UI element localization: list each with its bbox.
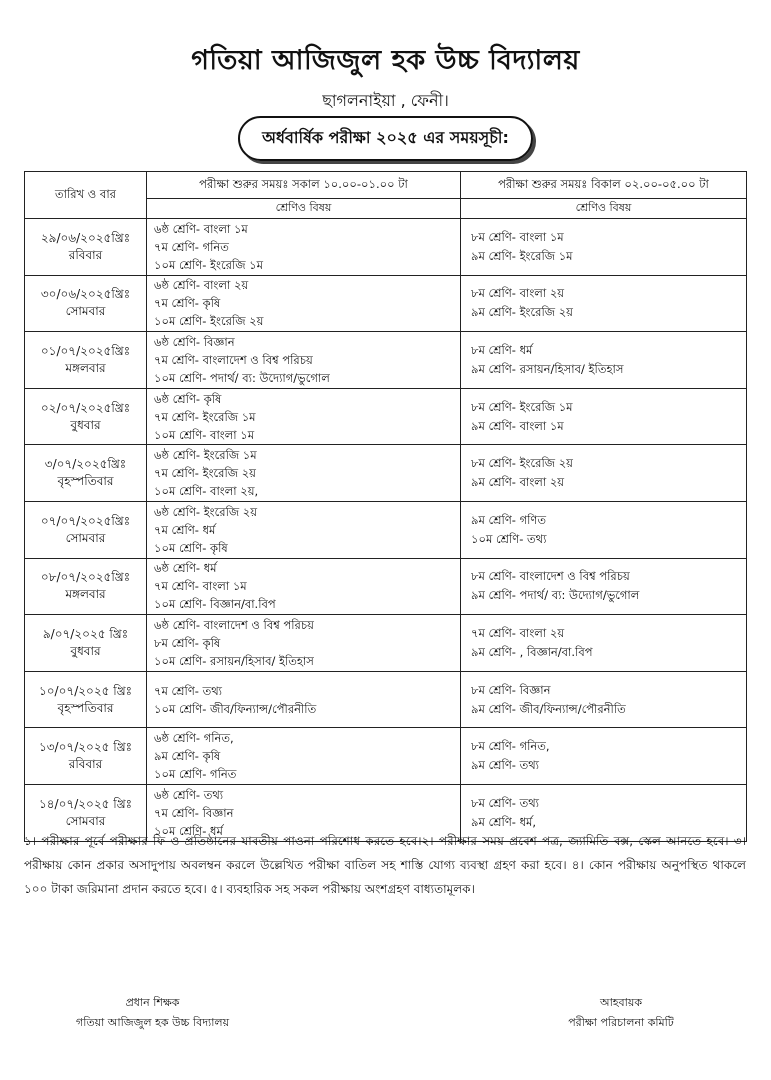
exam-date: ৩/০৭/২০২৫খ্রিঃ — [44, 457, 127, 472]
afternoon-exam-entry: ১০ম শ্রেণি- তথ্য — [471, 531, 547, 546]
morning-session-cell — [147, 671, 461, 728]
morning-exam-entry: ১০ম শ্রেণি- ইংরেজি ১ম — [154, 257, 264, 272]
exam-schedule-banner: অর্ধবার্ষিক পরীক্ষা ২০২৫ এর সময়সূচী: — [238, 116, 533, 161]
morning-exam-entry: ৭ম শ্রেণি- বাংলা ১ম — [154, 579, 247, 594]
table-row — [25, 275, 747, 332]
date-cell — [25, 388, 147, 445]
morning-exam-entry: ১০ম শ্রেণি- কৃষি — [154, 540, 228, 555]
morning-exam-entry: ৬ষ্ঠ শ্রেণি- ইংরেজি ২য় — [154, 504, 258, 519]
morning-session-cell — [147, 501, 461, 558]
afternoon-exam-entry: ৮ম শ্রেণি- ধর্ম — [471, 342, 533, 357]
headmaster-title: প্রধান শিক্ষক — [125, 996, 180, 1009]
exam-date: ০৮/০৭/২০২৫খ্রিঃ — [40, 570, 131, 585]
exam-weekday: বৃহস্পতিবার — [57, 700, 114, 715]
morning-exam-entry: ১০ম শ্রেণি- বিজ্ঞান/বা.বিপ — [154, 597, 276, 612]
afternoon-session-cell — [461, 388, 747, 445]
afternoon-exam-entry: ৯ম শ্রেণি- ইংরেজি ২য় — [471, 305, 573, 320]
afternoon-session-cell — [461, 558, 747, 615]
morning-exam-entry: ৭ম শ্রেণি- কৃষি — [154, 296, 221, 311]
morning-session-cell — [147, 728, 461, 785]
afternoon-exam-entry: ৯ম শ্রেণি- তথ্য — [471, 758, 539, 773]
afternoon-exam-entry: ৮ম শ্রেণি- ইংরেজি ২য় — [471, 456, 573, 471]
exam-weekday: মঙ্গলবার — [65, 587, 106, 602]
afternoon-session-cell — [461, 671, 747, 728]
exam-weekday: রবিবার — [68, 757, 103, 772]
morning-exam-entry: ৭ম শ্রেণি- ইংরেজি ২য় — [154, 466, 256, 481]
morning-exam-entry: ১০ম শ্রেণি- বাংলা ২য়, — [154, 484, 259, 499]
school-name: গতিয়া আজিজুল হক উচ্চ বিদ্যালয় — [191, 45, 580, 76]
afternoon-session-cell — [461, 615, 747, 672]
morning-session-cell — [147, 615, 461, 672]
morning-exam-entry: ১০ম শ্রেণি- ইংরেজি ২য় — [154, 314, 264, 329]
afternoon-exam-entry: ৯ম শ্রেণি- বাংলা ১ম — [471, 418, 564, 433]
exam-weekday: বুধবার — [70, 417, 101, 432]
morning-exam-entry: ৭ম শ্রেণি- গনিত — [154, 239, 229, 254]
date-cell — [25, 501, 147, 558]
exam-weekday: রবিবার — [68, 247, 103, 262]
afternoon-session-cell — [461, 332, 747, 389]
morning-exam-entry: ৬ষ্ঠ শ্রেণি- বাংলাদেশ ও বিশ্ব পরিচয় — [154, 617, 314, 632]
morning-time-header: পরীক্ষা শুরুর সময়ঃ সকাল ১০.০০-০১.০০ টা — [147, 172, 461, 199]
table-row — [25, 219, 747, 276]
afternoon-exam-entry: ৮ম শ্রেণি- গনিত, — [471, 739, 550, 754]
date-cell — [25, 445, 147, 502]
afternoon-session-cell — [461, 501, 747, 558]
exam-weekday: বুধবার — [70, 643, 101, 658]
morning-exam-entry: ৬ষ্ঠ শ্রেণি- বাংলা ২য় — [154, 278, 249, 293]
exam-date: ১৪/০৭/২০২৫ খ্রিঃ — [38, 796, 133, 811]
date-cell — [25, 332, 147, 389]
afternoon-session-cell — [461, 219, 747, 276]
exam-date: ০৭/০৭/২০২৫খ্রিঃ — [40, 513, 131, 528]
table-row — [25, 388, 747, 445]
table-row — [25, 728, 747, 785]
table-row — [25, 671, 747, 728]
afternoon-session-cell — [461, 445, 747, 502]
exam-weekday: সোমবার — [65, 530, 106, 545]
morning-exam-entry: ১০ম শ্রেণি- পদার্থ/ ব্য: উদ্যোগ/ভুগোল — [154, 370, 330, 385]
morning-exam-entry: ১০ম শ্রেণি- রসায়ন/হিসাব/ ইতিহাস — [154, 653, 314, 668]
date-cell — [25, 728, 147, 785]
date-cell — [25, 219, 147, 276]
morning-exam-entry: ৭ম শ্রেণি- তথ্য — [154, 683, 223, 698]
afternoon-exam-entry: ৮ম শ্রেণি- ইংরেজি ১ম — [471, 399, 573, 414]
morning-exam-entry: ৮ম শ্রেণি- কৃষি — [154, 635, 221, 650]
exam-weekday: মঙ্গলবার — [65, 360, 106, 375]
exam-schedule-table — [24, 171, 747, 842]
exam-date: ০১/০৭/২০২৫খ্রিঃ — [40, 343, 131, 358]
morning-exam-entry: ৬ষ্ঠ শ্রেণি- বাংলা ১ম — [154, 221, 248, 236]
afternoon-exam-entry: ৯ম শ্রেণি- রসায়ন/হিসাব/ ইতিহাস — [471, 361, 624, 376]
date-cell — [25, 558, 147, 615]
exam-weekday: বৃহস্পতিবার — [57, 474, 114, 489]
morning-exam-entry: ৭ম শ্রেণি- বিজ্ঞান — [154, 805, 234, 820]
morning-exam-entry: ৬ষ্ঠ শ্রেণি- কৃষি — [154, 391, 222, 406]
table-row — [25, 615, 747, 672]
morning-subject-header: শ্রেণিও বিষয় — [147, 199, 461, 219]
afternoon-exam-entry: ৮ম শ্রেণি- বাংলা ১ম — [471, 229, 564, 244]
morning-session-cell — [147, 388, 461, 445]
table-row — [25, 445, 747, 502]
date-cell — [25, 275, 147, 332]
exam-date: ৯/০৭/২০২৫ খ্রিঃ — [42, 626, 129, 641]
exam-instructions: ১। পরীক্ষার পূর্বে পরীক্ষার ফি ও প্রতিষ্ঠানের যাবতীয় পাওনা পরিশোধ করতে হবে।২। পরীক্ষার সময় প্রবেশ পত্র, জ্যামিতি বক্স, স্কেল আনতে হবে। ৩। পরীক্ষায় কোন প্রকার অসাদুপায় অবলম্বন করলে উল্লেখিত পরীক্ষা বাতিল সহ শাস্তি যোগ্য ব্যবস্থা গ্রহণ করা হবে। ৪। কোন পরীক্ষায় অনুপস্থিত থাকলে ১০০ টাকা জরিমানা প্রদান করতে হবে। ৫। ব্যবহারিক সহ সকল পরীক্ষায় অংশগ্রহণ বাধ্যতামূলক। — [24, 834, 746, 896]
exam-date: ১৩/০৭/২০২৫ খ্রিঃ — [38, 740, 133, 755]
afternoon-exam-entry: ৮ম শ্রেণি- বাংলা ২য় — [471, 286, 565, 301]
convener-signature — [546, 993, 696, 1033]
afternoon-exam-entry: ৯ম শ্রেণি- ইংরেজি ১ম — [471, 248, 573, 263]
morning-exam-entry: ১০ম শ্রেণি- জীব/ফিন্যান্স/পৌরনীতি — [154, 701, 317, 716]
morning-exam-entry: ৭ম শ্রেণি- ধর্ম — [154, 522, 216, 537]
afternoon-time-header: পরীক্ষা শুরুর সময়ঃ বিকাল ০২.০০-০৫.০০ টা — [461, 172, 747, 199]
morning-exam-entry: ১০ম শ্রেণি- বাংলা ১ম — [154, 427, 255, 442]
afternoon-session-cell — [461, 728, 747, 785]
banner-wrap — [0, 116, 771, 161]
morning-exam-entry: ৬ষ্ঠ শ্রেণি- গনিত, — [154, 731, 234, 746]
morning-exam-entry: ৭ম শ্রেণি- ইংরেজি ১ম — [154, 409, 256, 424]
afternoon-exam-entry: ৯ম শ্রেণি- , বিজ্ঞান/বা.বিপ — [471, 644, 593, 659]
afternoon-exam-entry: ৯ম শ্রেণি- জীব/ফিন্যান্স/পৌরনীতি — [471, 701, 626, 716]
exam-weekday: সোমবার — [65, 813, 106, 828]
date-cell — [25, 671, 147, 728]
afternoon-exam-entry: ৯ম শ্রেণি- পদার্থ/ ব্য: উদ্যোগ/ভুগোল — [471, 588, 640, 603]
exam-date: ৩০/০৬/২০২৫খ্রিঃ — [40, 287, 131, 302]
afternoon-exam-entry: ৯ম শ্রেণি- গণিত — [471, 512, 546, 527]
table-row — [25, 558, 747, 615]
table-row — [25, 332, 747, 389]
afternoon-exam-entry: ৮ম শ্রেণি- বাংলাদেশ ও বিশ্ব পরিচয় — [471, 569, 630, 584]
morning-exam-entry: ৬ষ্ঠ শ্রেণি- বিজ্ঞান — [154, 334, 235, 349]
exam-date: ০২/০৭/২০২৫খ্রিঃ — [40, 400, 131, 415]
afternoon-exam-entry: ৯ম শ্রেণি- বাংলা ২য় — [471, 475, 565, 490]
morning-exam-entry: ৬ষ্ঠ শ্রেণি- ইংরেজি ১ম — [154, 448, 257, 463]
afternoon-exam-entry: ৭ম শ্রেণি- বাংলা ২য় — [471, 625, 565, 640]
morning-session-cell — [147, 558, 461, 615]
afternoon-exam-entry: ৮ম শ্রেণি- তথ্য — [471, 795, 539, 810]
headmaster-signature — [76, 993, 229, 1033]
afternoon-session-cell — [461, 275, 747, 332]
morning-exam-entry: ৬ষ্ঠ শ্রেণি- ধর্ম — [154, 561, 217, 576]
morning-exam-entry: ১০ম শ্রেণি- গনিত — [154, 767, 237, 782]
convener-title: আহবায়ক — [599, 996, 643, 1009]
table-row — [25, 501, 747, 558]
convener-org: পরীক্ষা পরিচালনা কমিটি — [568, 1016, 674, 1029]
afternoon-subject-header: শ্রেণিও বিষয় — [461, 199, 747, 219]
exam-date: ১০/০৭/২০২৫ খ্রিঃ — [38, 683, 133, 698]
morning-exam-entry: ৭ম শ্রেণি- বাংলাদেশ ও বিশ্ব পরিচয় — [154, 352, 313, 367]
school-address: ছাগলনাইয়া , ফেনী। — [322, 91, 449, 110]
morning-session-cell — [147, 219, 461, 276]
morning-exam-entry: ১০ম শ্রেণি- ধর্ম — [154, 823, 223, 838]
morning-session-cell — [147, 275, 461, 332]
morning-exam-entry: ৬ষ্ঠ শ্রেণি- তথ্য — [154, 787, 224, 802]
morning-session-cell — [147, 445, 461, 502]
afternoon-exam-entry: ৯ম শ্রেণি- ধর্ম, — [471, 814, 537, 829]
schedule-body — [25, 219, 747, 842]
date-column-header: তারিখ ও বার — [25, 172, 147, 219]
exam-date: ২৯/০৬/২০২৫খ্রিঃ — [40, 230, 131, 245]
exam-weekday: সোমবার — [65, 304, 106, 319]
morning-session-cell — [147, 332, 461, 389]
date-cell — [25, 615, 147, 672]
morning-exam-entry: ৯ম শ্রেণি- কৃষি — [154, 749, 221, 764]
headmaster-org: গতিয়া আজিজুল হক উচ্চ বিদ্যালয় — [76, 1016, 230, 1029]
afternoon-exam-entry: ৮ম শ্রেণি- বিজ্ঞান — [471, 682, 551, 697]
